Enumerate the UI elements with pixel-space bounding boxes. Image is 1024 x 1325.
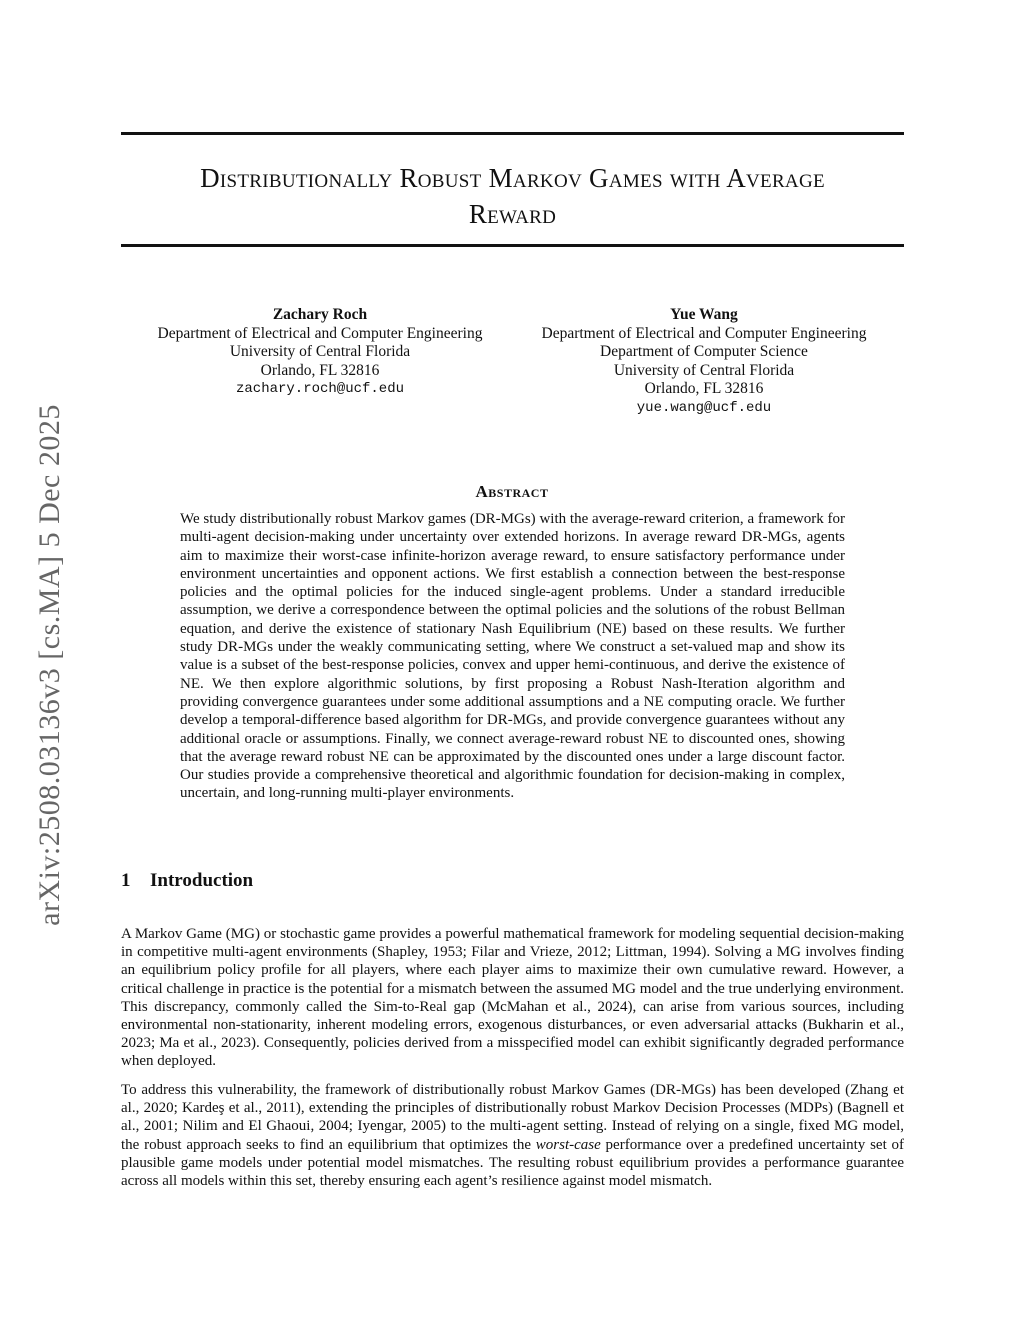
section-number: 1: [121, 870, 131, 891]
author-block-2: [504, 306, 904, 417]
author-name: Yue Wang: [670, 306, 738, 323]
title-line-1: Distributionally Robust Markov Games with Average: [200, 163, 825, 193]
abstract-text: We study distributionally robust Markov games (DR-MGs) with the average-reward criterion, a framework for multi-agent decision-making under uncertainty over extended horizons. In average reward DR-MGs, agents aim to maximize their worst-case infinite-horizon average reward, to ensure satisfactory performance under environment uncertainties and opponent actions. We first establish a connection between the best-response policies and the optimal policies for the induced single-agent problems. Under a standard irreducible assumption, we derive a correspondence between the optimal policies and the solutions of the robust Bellman equation, and derive the existence of stationary Nash Equilibrium (NE) based on these results. We further study DR-MGs under the weakly communicating setting, where We construct a set-valued map and show its value is a subset of the best-response policies, convex and upper hemi-continuous, and derive the existence of NE. We then explore algorithmic solutions, by first proposing a Robust Nash-Iteration algorithm and providing convergence guarantees under some additional assumptions and a NE computing oracle. We further develop a temporal-difference based algorithm for DR-MGs, and provide convergence guarantees without any additional oracle or assumptions. Finally, we connect average-reward robust NE to discounted ones, showing that the average reward robust NE can be approximated by the discounted ones under a large discount factor. Our studies provide a comprehensive theoretical and algorithmic foundation for decision-making in complex, uncertain, and long-running multi-player environments.: [180, 511, 845, 802]
title-rule-top: [121, 132, 904, 135]
arxiv-identifier: arXiv:2508.03136v3 [cs.MA] 5 Dec 2025: [33, 404, 66, 926]
author-affiliation: University of Central Florida: [229, 343, 411, 360]
intro-paragraph-2-part-2: performance over a predefined uncertainty set of plausible game models under potential model mismatches. The resulting robust equilibrium provides a performance guarantee across all models within this set, thereby ensuring each agent’s resilience against model mismatch.: [121, 1136, 904, 1190]
author-name: Zachary Roch: [272, 306, 368, 323]
intro-paragraph-2-emphasis: worst-case: [535, 1136, 601, 1153]
author-affiliation: Orlando, FL 32816: [260, 361, 380, 379]
paper-title: [121, 160, 904, 232]
author-affiliation: University of Central Florida: [613, 361, 795, 379]
author-email: yue.wang@ucf.edu: [636, 399, 772, 416]
intro-paragraph-1: A Markov Game (MG) or stochastic game provides a powerful mathematical framework for modeling sequential decision-making in competitive multi-agent environments (Shapley, 1953; Filar and Vrieze, 2012; Littman, 1994). Solving a MG involves finding an equilibrium policy profile for all players, where each player aims to maximize their own cumulative reward. However, a critical challenge in practice is the potential for a mismatch between the assumed MG model and the true underlying environment. This discrepancy, commonly called the Sim-to-Real gap (McMahan et al., 2024), can arise from various sources, including environmental non-stationarity, inherent modeling errors, exogenous disturbances, or even adversarial attacks (Bukharin et al., 2023; Ma et al., 2023). Consequently, policies derived from a misspecified model can exhibit significantly degraded performance when deployed.: [121, 926, 904, 1070]
section-title: Introduction: [150, 870, 254, 891]
author-affiliation: Orlando, FL 32816: [644, 380, 764, 397]
abstract-heading: Abstract: [475, 482, 549, 501]
section-heading-introduction: [121, 870, 253, 892]
author-block-1: [120, 306, 520, 399]
author-affiliation: Department of Electrical and Computer Engineering: [541, 324, 867, 342]
author-email: zachary.roch@ucf.edu: [235, 381, 405, 397]
intro-paragraph-2-part-1: To address this vulnerability, the framework of distributionally robust Markov Games (DR-MGs) has been developed (Zhang et al., 2020; Kardeş et al., 2011), extending the principles of distributionally robust Markov Decision Processes (MDPs) (Bagnell et al., 2001; Nilim and El Ghaoui, 2004; Iyengar, 2005) to the multi-agent setting. Instead of relying on a single, fixed MG model, the robust approach seeks to find an equilibrium that optimizes the: [121, 1082, 904, 1153]
intro-paragraph-2: [121, 1081, 904, 1190]
title-line-2: Reward: [468, 199, 557, 229]
author-affiliation: Department of Electrical and Computer Engineering: [157, 324, 483, 342]
author-affiliation: Department of Computer Science: [600, 343, 808, 360]
title-rule-bottom: [121, 244, 904, 247]
